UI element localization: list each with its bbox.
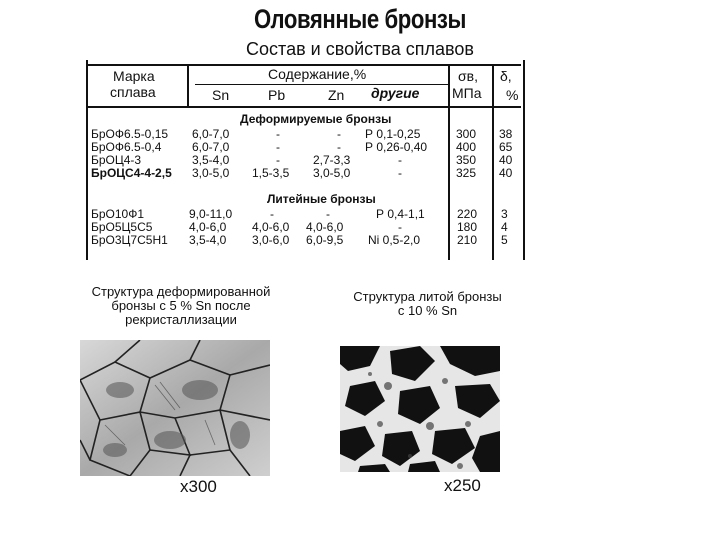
column-divider xyxy=(492,64,494,260)
header-pb: Pb xyxy=(268,87,286,103)
table-cell-delta: 3 xyxy=(501,207,508,221)
left-caption-line3: рекристаллизации xyxy=(125,312,237,327)
sn-column-cast xyxy=(189,208,232,247)
wrought-micrograph-image xyxy=(80,340,270,476)
other-column-cast xyxy=(368,208,425,247)
table-cell-other: Р 0,26-0,40 xyxy=(365,140,428,154)
section-title-wrought: Деформируемые бронзы xyxy=(240,112,392,126)
table-cell-sigma: 400 xyxy=(456,140,477,154)
column-divider xyxy=(448,64,450,260)
right-magnification: х250 xyxy=(444,476,481,495)
header-sn: Sn xyxy=(212,87,230,103)
table-cell-sn: 6,0-7,0 xyxy=(192,127,230,141)
table-cell-pb: 1,5-3,5 xyxy=(252,166,290,180)
header-sigma-symbol: σв, xyxy=(458,68,478,84)
table-cell-sn: 3,5-4,0 xyxy=(192,153,230,167)
left-caption-line1: Структура деформированной xyxy=(91,284,271,299)
table-cell-delta: 5 xyxy=(501,233,508,247)
table-cell-other: Р 0,4-1,1 xyxy=(376,207,425,221)
sigma-column-cast xyxy=(457,208,477,247)
table-cell-other: - xyxy=(398,166,402,180)
table-cell-grade: БрО5Ц5С5 xyxy=(91,220,153,234)
table-cell-delta: 65 xyxy=(499,140,513,154)
table-cell-zn: 6,0-9,5 xyxy=(306,233,344,247)
table-cell-grade: БрО3Ц7С5Н1 xyxy=(91,233,168,247)
header-zn: Zn xyxy=(328,87,345,103)
table-cell-zn: 3,0-5,0 xyxy=(313,166,351,180)
grade-column-wrought xyxy=(91,128,172,180)
other-column-wrought-dashes xyxy=(398,154,402,180)
delta-column-wrought xyxy=(499,128,512,180)
table-cell-pb: 4,0-6,0 xyxy=(252,220,290,234)
table-cell-sn: 3,0-5,0 xyxy=(192,166,230,180)
table-cell-sn: 6,0-7,0 xyxy=(192,140,230,154)
table-cell-zn: 4,0-6,0 xyxy=(306,220,344,234)
table-cell-grade: БрОФ6.5-0,15 xyxy=(91,127,169,141)
table-cell-zn: 2,7-3,3 xyxy=(313,153,351,167)
table-cell-pb: - xyxy=(276,140,280,154)
table-cell-sigma: 325 xyxy=(456,166,477,180)
table-cell-pb: - xyxy=(270,207,274,221)
cast-bronze-micrograph xyxy=(340,346,500,472)
table-cell-delta: 40 xyxy=(499,166,513,180)
header-grade-line1: Марка xyxy=(113,68,155,84)
page-title: Оловянные бронзы xyxy=(253,4,467,34)
zn-column-wrought-top xyxy=(333,128,345,154)
table-cell-sigma: 350 xyxy=(456,153,477,167)
header-grade-line2: сплава xyxy=(110,84,156,100)
table-cell-sn: 9,0-11,0 xyxy=(189,207,233,221)
delta-column-cast xyxy=(501,208,508,247)
table-cell-zn: - xyxy=(337,140,341,154)
wrought-bronze-micrograph xyxy=(80,340,270,476)
left-figure-caption xyxy=(70,285,292,327)
table-cell-pb: - xyxy=(276,127,280,141)
header-divider xyxy=(187,64,189,106)
cast-micrograph-image xyxy=(340,346,500,472)
left-magnification: х300 xyxy=(180,477,217,496)
table-cell-pb: - xyxy=(276,153,280,167)
right-caption-line1: Структура литой бронзы xyxy=(353,289,502,304)
table-cell-delta: 40 xyxy=(499,153,513,167)
other-column-wrought xyxy=(365,128,427,154)
header-content: Содержание,% xyxy=(268,66,367,82)
table-cell-sn: 4,0-6,0 xyxy=(189,220,227,234)
table-cell-sigma: 210 xyxy=(457,233,478,247)
table-cell-other: - xyxy=(398,220,402,234)
header-delta-unit: % xyxy=(506,87,519,103)
table-cell-grade: БрО10Ф1 xyxy=(91,207,145,221)
table-cell-grade: БрОФ6.5-0,4 xyxy=(91,140,162,154)
zn-column-cast xyxy=(306,208,343,247)
table-cell-grade: БрОЦС4-4-2,5 xyxy=(91,166,172,180)
table-cell-pb: 3,0-6,0 xyxy=(252,233,290,247)
table-cell-other: Ni 0,5-2,0 xyxy=(368,233,421,247)
table-cell-other: - xyxy=(398,153,402,167)
right-figure-caption xyxy=(335,290,520,318)
table-cell-zn: - xyxy=(326,207,330,221)
section-title-cast: Литейные бронзы xyxy=(267,192,376,206)
table-cell-grade: БрОЦ4-3 xyxy=(91,153,142,167)
table-cell-delta: 38 xyxy=(499,127,513,141)
table-cell-sigma: 220 xyxy=(457,207,478,221)
sn-column-wrought xyxy=(192,128,229,180)
header-sigma-unit: МПа xyxy=(452,85,482,101)
header-delta-symbol: δ, xyxy=(500,68,512,84)
table-cell-other: Р 0,1-0,25 xyxy=(365,127,421,141)
sigma-column-wrought xyxy=(456,128,476,180)
table-cell-sigma: 180 xyxy=(457,220,478,234)
table-cell-sigma: 300 xyxy=(456,127,477,141)
table-cell-zn: - xyxy=(337,127,341,141)
page-subtitle: Состав и свойства сплавов xyxy=(246,39,474,59)
pb-column-cast xyxy=(252,208,289,247)
table-cell-delta: 4 xyxy=(501,220,508,234)
left-caption-line2: бронзы с 5 % Sn после xyxy=(111,298,251,313)
grade-column-cast xyxy=(91,208,168,247)
header-other: другие xyxy=(371,85,420,101)
zn-column-wrought-bottom xyxy=(313,154,350,180)
pb-column-wrought-top xyxy=(268,128,288,167)
right-caption-line2: с 10 % Sn xyxy=(397,303,458,318)
table-cell-sn: 3,5-4,0 xyxy=(189,233,227,247)
